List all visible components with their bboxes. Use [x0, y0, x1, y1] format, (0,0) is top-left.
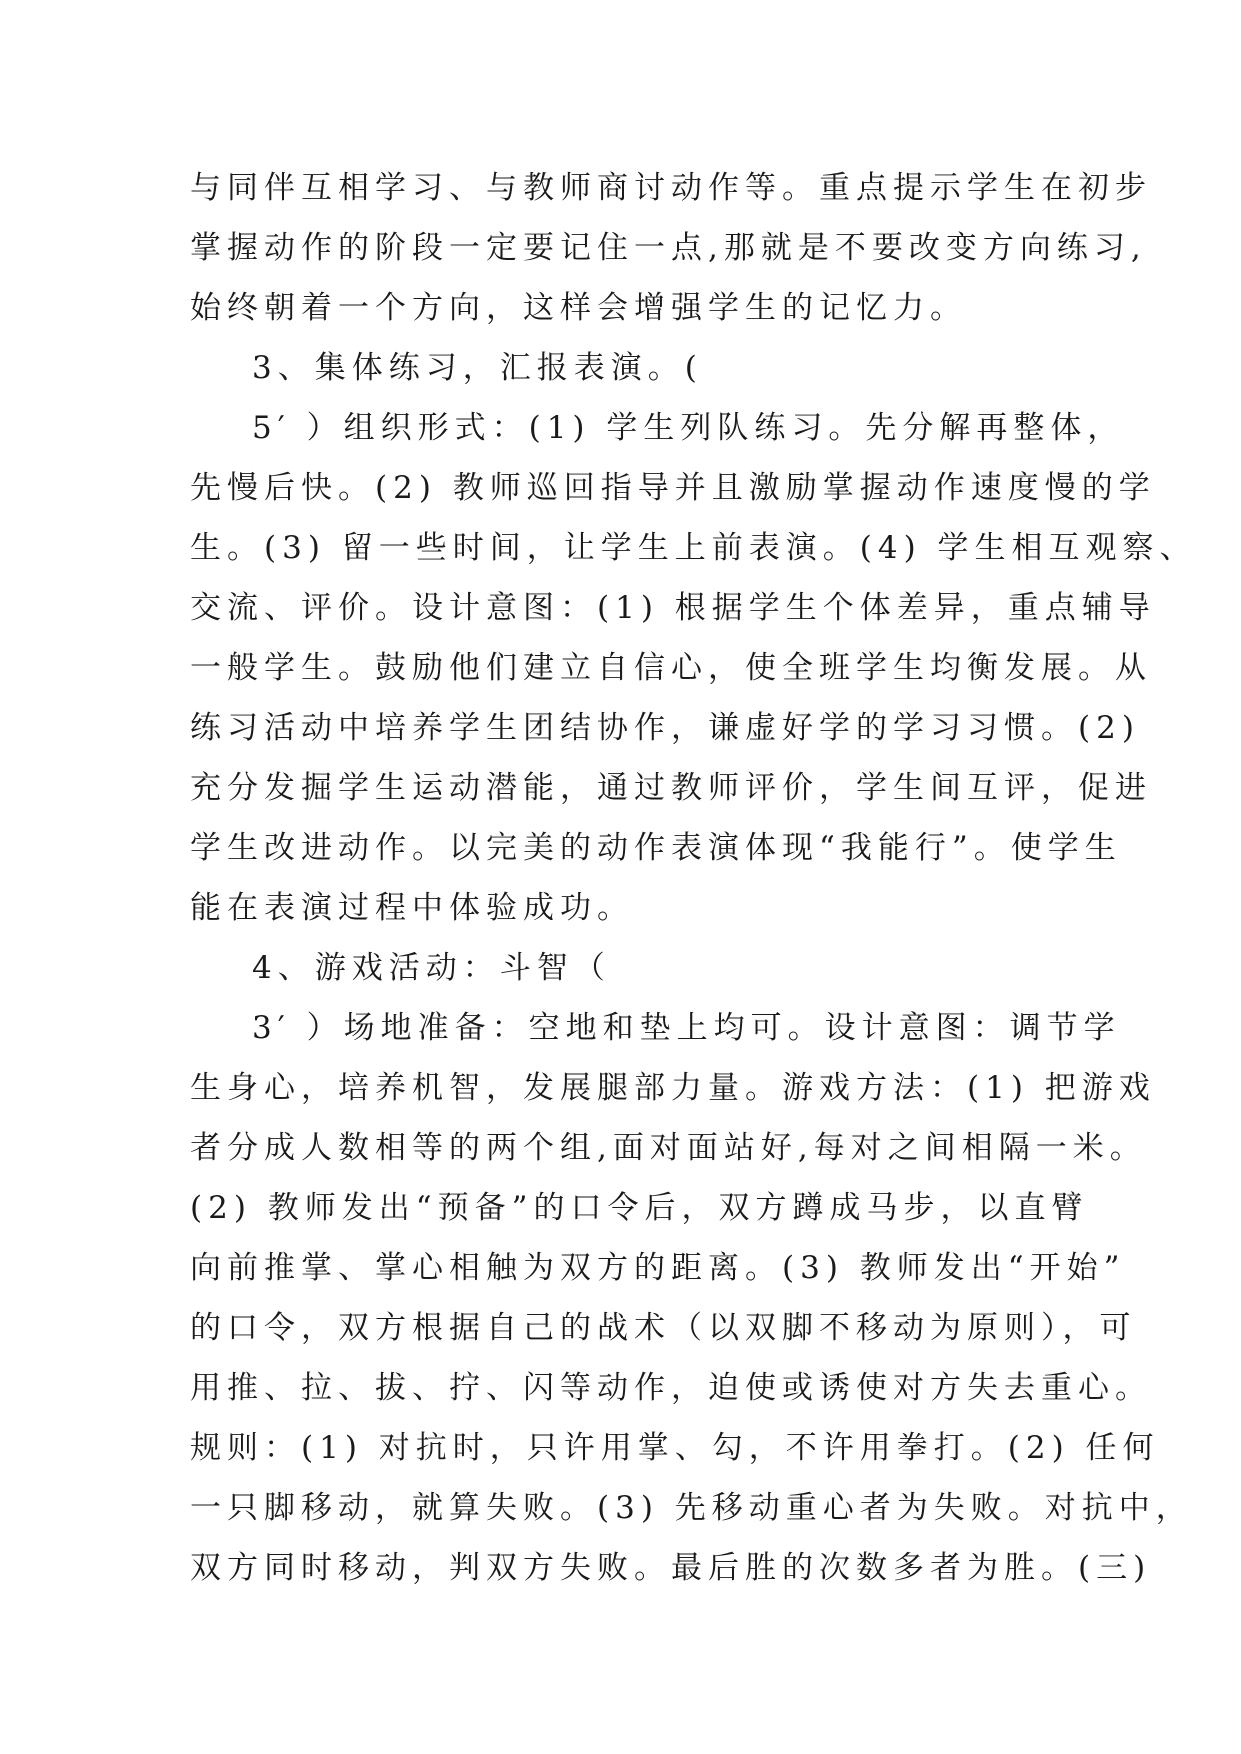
document-body — [190, 158, 1197, 1598]
section-heading-3: 3、集体练习，汇报表演。( — [252, 350, 703, 386]
text-line: 一般学生。鼓励他们建立自信心，使全班学生均衡发展。从 — [190, 650, 1152, 686]
text-line: 生。(3) 留一些时间，让学生上前表演。(4) 学生相互观察、 — [190, 530, 1197, 566]
text-line: 始终朝着一个方向，这样会增强学生的记忆力。 — [190, 290, 967, 326]
text-line: 掌握动作的阶段一定要记住一点,那就是不要改变方向练习, — [190, 230, 1147, 266]
text-line: 的口令，双方根据自己的战术（以双脚不移动为原则），可 — [190, 1310, 1137, 1346]
text-line: 用推、拉、拔、拧、闪等动作，迫使或诱使对方失去重心。 — [190, 1370, 1152, 1406]
text-line: 生身心，培养机智，发展腿部力量。游戏方法：(1) 把游戏 — [190, 1070, 1156, 1106]
text-line: 能在表演过程中体验成功。 — [190, 890, 634, 926]
text-line: 双方同时移动，判双方失败。最后胜的次数多者为胜。(三) — [190, 1550, 1152, 1586]
section-heading-4: 4、游戏活动：斗智（ — [252, 950, 611, 986]
text-line: 3′ ）场地准备：空地和垫上均可。设计意图：调节学 — [252, 1010, 1121, 1046]
text-line: 充分发掘学生运动潜能，通过教师评价，学生间互评，促进 — [190, 770, 1152, 806]
text-line: 规则：(1) 对抗时，只许用掌、勾，不许用拳打。(2) 任何 — [190, 1430, 1160, 1466]
text-line: 向前推掌、掌心相触为双方的距离。(3) 教师发出“开始” — [190, 1250, 1126, 1286]
text-line: 先慢后快。(2) 教师巡回指导并且激励掌握动作速度慢的学 — [190, 470, 1156, 506]
text-line: 学生改进动作。以完美的动作表演体现“我能行”。使学生 — [190, 830, 1122, 866]
text-line: 与同伴互相学习、与教师商讨动作等。重点提示学生在初步 — [190, 170, 1152, 206]
text-line: 练习活动中培养学生团结协作，谦虚好学的学习习惯。(2) — [190, 710, 1140, 746]
text-line: 5′ ）组织形式：(1) 学生列队练习。先分解再整体， — [252, 410, 1125, 446]
text-line: 一只脚移动，就算失败。(3) 先移动重心者为失败。对抗中， — [190, 1490, 1193, 1526]
text-line: (2) 教师发出“预备”的口令后，双方蹲成马步，以直臂 — [190, 1190, 1089, 1226]
text-line: 者分成人数相等的两个组,面对面站好,每对之间相隔一米。 — [190, 1130, 1147, 1166]
text-line: 交流、评价。设计意图：(1) 根据学生个体差异，重点辅导 — [190, 590, 1156, 626]
